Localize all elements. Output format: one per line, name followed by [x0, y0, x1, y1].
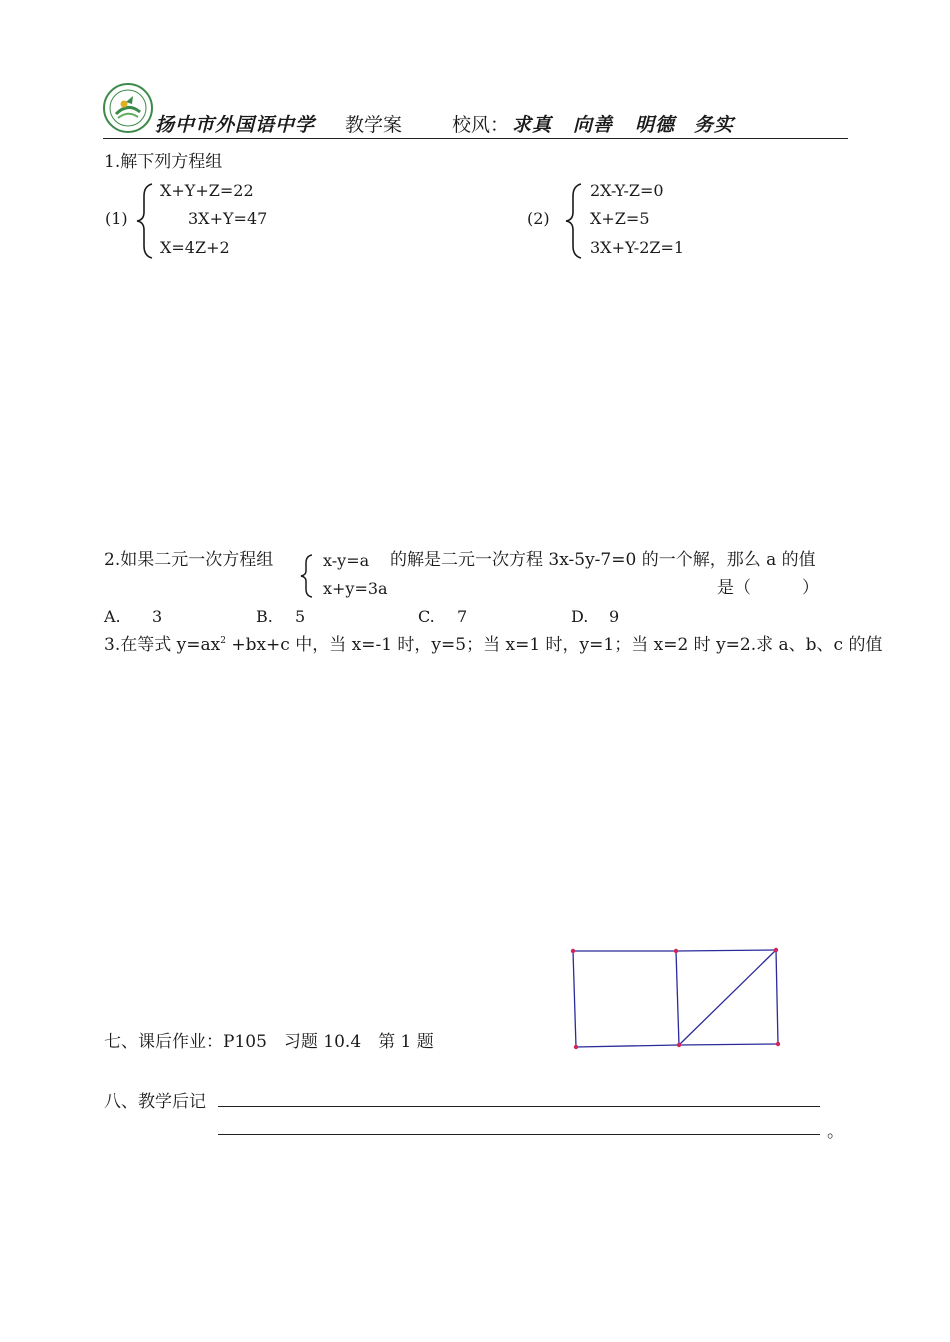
figure-vertex: [677, 1043, 681, 1047]
q3-text: 3.在等式 $y=ax^2 +bx+c$ 中，当 x=-1 时，y=5；当 x=1 时，y=1；当 x=2 时 y=2.求 a、b、c 的值: [104, 635, 883, 655]
q1-sys2-eq2: X+Z=5: [590, 209, 650, 228]
figure-vertex: [574, 1045, 578, 1049]
q2-eq2: x+y=3a: [323, 579, 388, 598]
q1-sys2-brace: [563, 182, 585, 260]
q2-option-b-value: 5: [295, 607, 306, 626]
q2-option-d-letter: D.: [571, 607, 589, 626]
q2-prefix: 2.如果二元一次方程组: [104, 550, 274, 570]
q1-title: 1.解下列方程组: [104, 152, 223, 172]
figure-vertex: [674, 949, 678, 953]
q2-option-a-value: 3: [152, 607, 163, 626]
q2-brace: [298, 553, 316, 599]
q2-answer-blank: 是（ ）: [717, 578, 819, 598]
figure-vertex: [571, 949, 575, 953]
header-motto-label: 校风：: [452, 114, 510, 136]
q2-option-c-value: 7: [457, 607, 468, 626]
geometry-figure: [565, 942, 790, 1054]
q2-option-a-letter: A.: [104, 607, 121, 626]
q2-suffix: 的解是二元一次方程 3x-5y-7=0 的一个解，那么 a 的值: [390, 550, 816, 570]
section8-label: 八、教学后记: [104, 1092, 206, 1112]
q2-eq1: x-y=a: [323, 551, 370, 570]
header-motto-3: 明德: [635, 114, 676, 136]
section8-end-mark: 。: [827, 1122, 844, 1142]
q1-sys2-label: (2): [527, 209, 550, 228]
q1-sys1-eq3: X=4Z+2: [160, 238, 230, 257]
q1-sys2-eq3: 3X+Y-2Z=1: [590, 238, 685, 257]
header-school-name: 扬中市外国语中学: [155, 114, 316, 136]
header-motto-1: 求真: [512, 114, 553, 136]
reflection-line-1[interactable]: [218, 1106, 820, 1107]
q1-sys1-eq1: X+Y+Z=22: [160, 181, 254, 200]
q1-sys1-eq2: 3X+Y=47: [188, 209, 268, 228]
figure-vertex: [776, 1042, 780, 1046]
header-motto-4: 务实: [694, 114, 735, 136]
q1-sys2-eq1: 2X-Y-Z=0: [590, 181, 664, 200]
q2-option-b-letter: B.: [256, 607, 273, 626]
section7-homework: 七、课后作业：P105 习题 10.4 第 1 题: [104, 1032, 434, 1052]
q1-sys1-brace: [134, 182, 156, 260]
q2-option-c-letter: C.: [418, 607, 435, 626]
q2-option-d-value: 9: [609, 607, 620, 626]
header-doc-type: 教学案: [345, 114, 403, 136]
header-motto-2: 向善: [573, 114, 614, 136]
school-logo: [102, 82, 154, 134]
reflection-line-2[interactable]: [218, 1134, 820, 1135]
figure-vertex: [774, 948, 778, 952]
header-rule: [103, 138, 848, 139]
q1-sys1-label: (1): [105, 209, 128, 228]
